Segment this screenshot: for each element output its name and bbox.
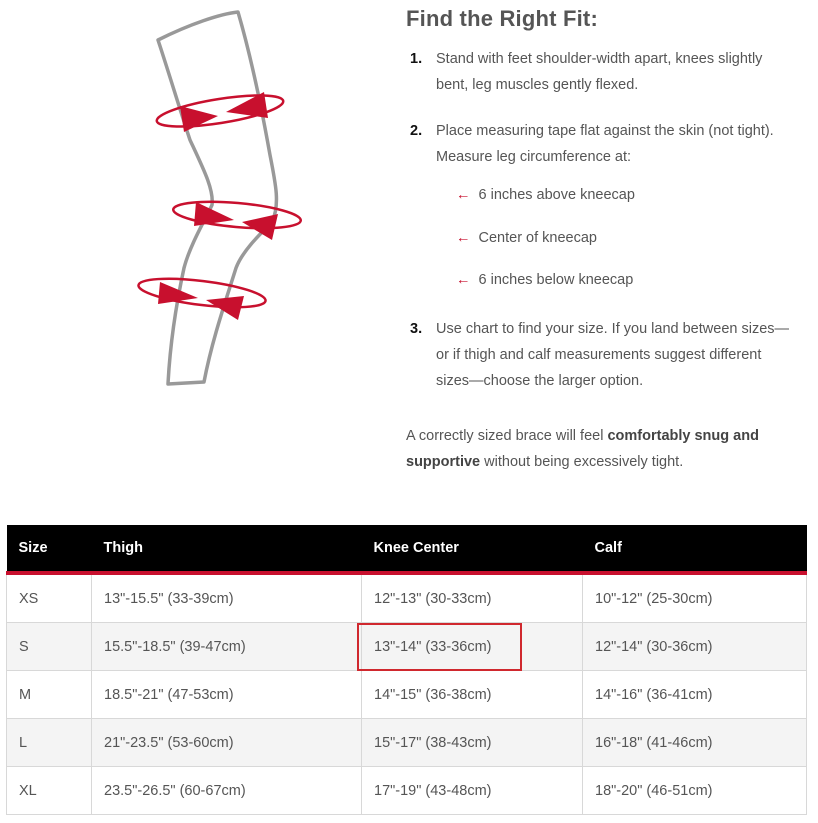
fit-note-emphasis: comfortably snug and supportive: [406, 428, 759, 470]
step-text: Use chart to find your size. If you land between sizes—or if thigh and calf measurements suggest different sizes—choose the larger option.: [436, 321, 790, 389]
size-chart-header-row: [7, 525, 807, 573]
table-row: [7, 573, 807, 623]
calf-cell: 14"-16" (36-41cm): [583, 671, 807, 719]
left-arrow-icon: ←: [456, 272, 471, 288]
knee-cell: 14"-15" (36-38cm): [362, 671, 583, 719]
calf-cell: 18"-20" (46-51cm): [583, 767, 807, 815]
step-number: 1.: [410, 51, 423, 67]
header-calf: Calf: [583, 525, 807, 573]
knee-cell: 15"-17" (38-43cm): [362, 719, 583, 767]
left-arrow-icon: ←: [456, 187, 471, 203]
fit-guide: [406, 0, 806, 470]
step-number: 2.: [410, 123, 423, 139]
step-number: 3.: [410, 321, 423, 337]
thigh-cell: 15.5"-18.5" (39-47cm): [92, 623, 362, 671]
calf-cell: 10"-12" (25-30cm): [583, 573, 807, 623]
size-cell: L: [7, 719, 92, 767]
measure-point-label: 6 inches above kneecap: [478, 187, 635, 203]
measure-point-label: 6 inches below kneecap: [478, 272, 634, 288]
calf-cell: 12"-14" (30-36cm): [583, 623, 807, 671]
measure-point-label: Center of kneecap: [478, 230, 597, 246]
step-text: Place measuring tape flat against the skin (not tight). Measure leg circumference at:: [436, 123, 774, 165]
step-text: Stand with feet shoulder-width apart, knees slightly bent, leg muscles gently flexed.: [436, 51, 763, 93]
table-row: [7, 767, 807, 815]
header-knee-center: Knee Center: [362, 525, 583, 573]
header-thigh: Thigh: [92, 525, 362, 573]
fit-note-text-end: without being excessively tight.: [480, 454, 684, 470]
table-row: [7, 671, 807, 719]
thigh-cell: 21"-23.5" (53-60cm): [92, 719, 362, 767]
measure-point-below-kneecap: [456, 270, 633, 290]
thigh-cell: 18.5"-21" (47-53cm): [92, 671, 362, 719]
measure-point-above-kneecap: [456, 185, 635, 205]
leg-outline: [158, 12, 276, 384]
thigh-cell: 13"-15.5" (33-39cm): [92, 573, 362, 623]
thigh-cell: 23.5"-26.5" (60-67cm): [92, 767, 362, 815]
knee-cell: 12"-13" (30-33cm): [362, 573, 583, 623]
fit-note: [406, 423, 796, 475]
fit-note-text: A correctly sized brace will feel: [406, 428, 608, 444]
size-chart-table: [6, 525, 807, 815]
size-cell: XL: [7, 767, 92, 815]
fit-guide-title: Find the Right Fit:: [406, 6, 598, 31]
size-cell: XS: [7, 573, 92, 623]
table-row: [7, 719, 807, 767]
calf-cell: 16"-18" (41-46cm): [583, 719, 807, 767]
left-arrow-icon: ←: [456, 230, 471, 246]
table-row: [7, 623, 807, 671]
size-cell: S: [7, 623, 92, 671]
header-size: Size: [7, 525, 92, 573]
measure-point-center-kneecap: [456, 228, 597, 248]
leg-measurement-illustration: [130, 8, 310, 398]
knee-cell: 17"-19" (43-48cm): [362, 767, 583, 815]
size-cell: M: [7, 671, 92, 719]
knee-cell: 13"-14" (33-36cm): [362, 623, 583, 671]
